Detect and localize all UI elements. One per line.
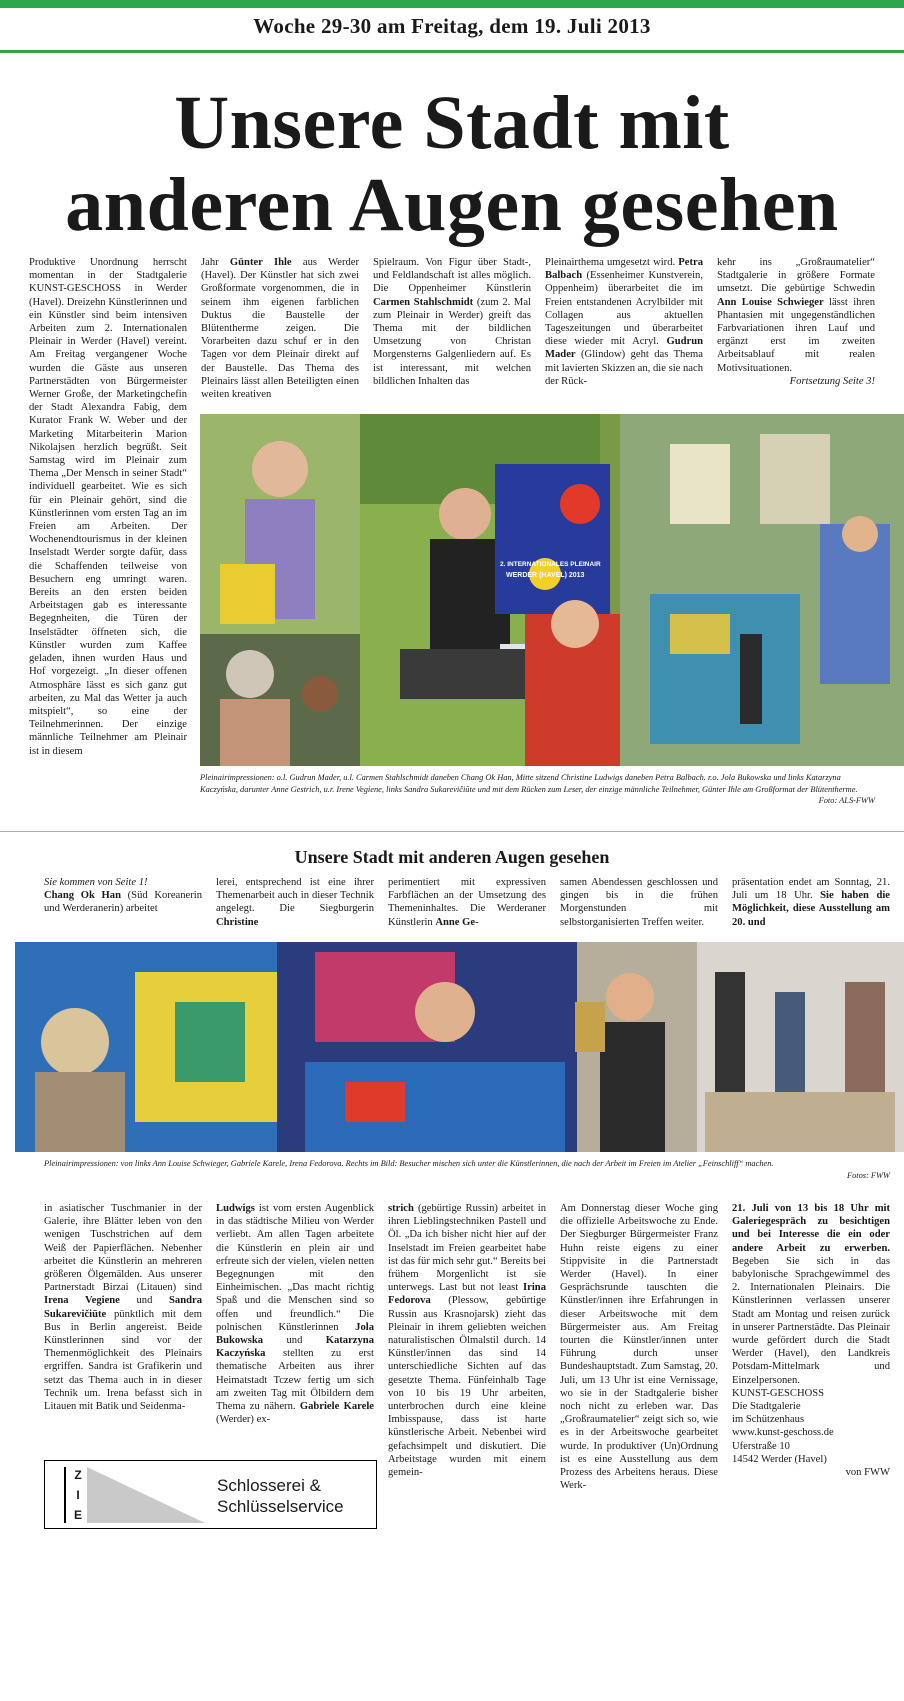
pleinair-poster [495,464,610,614]
article1-col3: Spielraum. Von Figur über Stadt-, und Feldlandschaft ist alles möglich. Die Oppenheimer Künstlerin Carmen Stahlschmidt (zum 2. Mal zum Pleinair in Werder) greift das Thema mit der bildlichen Umsetzung von Christan Morgensterns Galgenliedern auf. Es ist interessant, mit welchen bildlichen Inhalten das [373,257,531,387]
website-link[interactable]: www.kunst-geschoss.de [732,1427,834,1439]
article2-col4-top: samen Abendessen geschlossen und gingen bis in die frühen Morgenstunden mit selbstorganisierten Treffen weiter. [560,877,718,928]
header-rule [0,50,904,53]
article2-col5: 21. Juli von 13 bis 18 Uhr mit Galeriegespräch zu besichtigen und bei Interesse die ein oder andere Arbeit zu erwerben. Begeben Sie sich in das babylonische Sprachgewimmel des 2. Internationalen Pleinairs. Die Künstlerinnen verlassen unserer Stadt am Montag und reisen zurück in unserer Partnerstädte. Das Pleinair wurde gefördert durch die Stadt Werder (Havel), den Landkreis Potsdam-Mittelmark und Einzelpersonen. KUNST-GESCHOSS Die Stadtgalerie im Schützenhaus www.kunst-geschoss.de Uferstraße 10 14542 Werder (Havel) von FWW [732,1203,890,1479]
poster-text-1: 2. INTERNATIONALES PLEINAIR [500,561,601,568]
article2-col1-top: Sie kommen von Seite 1! Chang Ok Han (Süd Koreanerin und Werderanerin) arbeitet [44,877,202,915]
from-page-note: Sie kommen von Seite 1! [44,877,148,888]
page-headline: Unsere Stadt mit anderen Augen gesehen [65,81,839,247]
article1-col2: Jahr Günter Ihle aus Werder (Havel). Der Künstler hat sich zwei Großformate vorgenommen, die in seinem ihm eigenen farblichen Duktus die Baustelle der Blütentherme zeigen. Die Vorarbeiten dazu schuf er in den Tagen vor dem Pleinair direkt auf der Baustelle. Das Thema des Pleinairs lässt allen Beteiligten einen weiten kreativen [201,257,359,401]
article2-col3: strich (gebürtige Russin) arbeitet in ihren Lieblingstechniken Pastell und Öl. „Da ich bisher nicht hier auf der Inselstadt im Freien gearbeitet habe ist das für mich sehr gut.“ Bereits bei frühem Morgenlicht ist sie unterwegs. Last but not least Irina Fedorova (Plessow, gebürtige Russin aus Krasnojarsk) zieht das Pleinair in ihrem geliebten weichen naturalistischen Ölmalstil durch. 14 Künstler/innen das sind 14 unterschiedliche Sichten auf das gesetzte Thema. Fünfeinhalb Tage von 10 bis 19 Uhr arbeiten, unterbrochen durch eine kleine Imbisspause, dass ist harte künstlerische Arbeit. Nebenbei wird gefachsimpelt und diskutiert. Die Arbeitstage wurden mit einem gemein- [388,1203,546,1479]
collage-image [200,414,904,766]
issue-date: Woche 29-30 am Freitag, dem 19. Juli 2013 [253,14,651,38]
byline: von FWW [845,1467,890,1479]
poster-text-2: WERDER (HAVEL) 2013 [506,572,585,579]
photo-caption-top: Pleinairimpressionen: o.l. Gudrun Mader, u.l. Carmen Stahlschmidt daneben Chang Ok Han, Mitte sitzend Christine Ludwigs daneben Petra Balbach. r.o. Jola Bukowska und links Katarzyna Kaczyńska, darunter Anne Gestrich, u.r. Irene Vegiene, links Sandra Sukarevičiūte und mit dem Rücken zum Leser, der einzige männliche Teilnehmer, Günter Ihle am Großformat der Blütentherme. Foto: ALS-FWW [200,773,875,805]
ad-text: Schlosserei & Schlüsselservice [217,1476,344,1516]
article1-col1: Produktive Unordnung herrscht momentan in der Stadtgalerie KUNST-GESCHOSS in Werder (Havel). Dreizehn Künstlerinnen und ein Künstler sind beim intensiven Arbeiten zum 2. Internationalen Pleinair in Werder (Havel) vereint. Am Freitag vergangener Woche wurden die Gäste aus unseren Partnerstädten von Bürgermeister Werner Große, der Marketingchefin der Stadt Alexandra Fabig, dem Kurator Frank W. Weber und der Marketing Mitarbeiterin Marion Nikolajsen herzlich begrüßt. Seit Samstag wird im Pleinair zum Thema „Der Mensch in seiner Stadt“ individuell gearbeitet. Wie es sich für ein Pleinair gehört, sind die Künstlerinnen vom ersten Tag an im Freien am Arbeiten. Der Wochenendtourismus in der kleinen Inselstadt Werder sorgte dafür, dass die Schaffenden teilweise von Besuchern eng umringt waren. Bereits an den ersten beiden Arbeitstagen gab es interessante Begegnheiten, die Türen der Inselstädter öffneten sich, die Künstler wurden zum Kaffee geladen, ihnen wurden Haus und Hof vorgezeigt. „In dieser offenen Atmosphäre lässt es sich ganz gut arbeiten, zu Mal das Wetter ja auch mitspielt“, so eine der Teilnehmerinnen. Der einzige männliche Teilnehmer am Pleinair ist in diesem [29,257,187,757]
section-separator [0,831,904,832]
strip-image [15,942,904,1152]
continued-note: Fortsetzung Seite 3! [789,375,875,387]
photo-strip-bottom [15,942,904,1152]
top-green-bar [0,0,904,8]
article2-col1: in asiatischer Tuschmanier in der Galerie, ihre Blätter leben von den wenigen Tuschstrichen auf dem Weiß der Papierflächen. Nebenher arbeitet die Künstlerin an mehreren größeren Ölgemälden. Aus unserer Partnerstadt Birzai (Litauen) sind Irena Vegiene und Sandra Sukarevičiūte pünktlich mit dem Bus in Berlin angereist. Beide Künstlerinnen sind vor der Themenmöglichkeit des Pleinairs ergriffen. Sandra ist Grafikerin und setzt das Thema auch in in dieser Technik um. Irena befasst sich in Litauen mit Batik und Seidenma- [44,1203,202,1413]
ad-logo-icon [45,1461,215,1528]
article1-col4: Pleinairthema umgesetzt wird. Petra Balbach (Essenheimer Kunstverein, Oppenheim) überarbeitet die im Freien entstandenen Acrylbilder mit Collagen aus aktuellen Tageszeitungen und überarbeitet diese wieder mit Acryl. Gudrun Mader (Glindow) geht das Thema mit lavierten Skizzen an, die sie nach der Rück- [545,257,703,387]
article2-col5-top: präsentation endet am Sonntag, 21. Juli um 18 Uhr. Sie haben die Möglichkeit, diese Ausstellung am 20. und [732,877,890,928]
article2-col2-top: lerei, entsprechend ist eine ihrer Themenarbeit auch in dieser Technik angelegt. Die Siegburgerin Christine [216,877,374,928]
address-block: KUNST-GESCHOSS Die Stadtgalerie im Schützenhaus www.kunst-geschoss.de Uferstraße 10 14542 Werder (Havel) [732,1387,890,1466]
photo-credit-top: Foto: ALS-FWW [818,796,875,805]
advertisement[interactable] [44,1460,377,1529]
article2-col4: Am Donnerstag dieser Woche ging die offizielle Arbeitswoche zu Ende. Der Siegburger Bürgermeister Franz Huhn reiste eigens zu einer Stippvisite in die Partnerstadt Werder (Havel). In einer Gesprächsrunde tauschten die Künstler/innen ihre Erfahrungen in dieser Arbeitswoche mit dem Bürgermeister aus. Am Freitag tourten die Künstler/innen unter Führung durch unser Bundeshauptstadt. Zum Samstag, 20. Juli, um 13 Uhr ist eine Vernissage, wo sie in der Stadtgalerie bisher noch nicht zu erleben war. Das „Großraumatelier“ zeigt sich so, wie es in der Arbeitswoche gearbeitet wurde. In produktiver (Un)Ordnung ist es eine Ausstellung aus dem Prozess des Arbeitens heraus. Diese Werk- [560,1203,718,1492]
photo-collage-top [200,414,904,766]
article1-col5: kehr ins „Großraumatelier“ Stadtgalerie in größere Formate umsetzt. Die gebürtige Schwedin Ann Louise Schwieger lässt ihren Phantasien mit ungegenständlichen Farbvariationen ihren Lauf und ergänzt erst im zweiten Arbeitsablauf mit realen Motivsituationen. Fortsetzung Seite 3! [717,257,875,387]
ad-logo-letters: Z I E [73,1468,82,1522]
photo-caption-bottom: Pleinairimpressionen: von links Ann Louise Schwieger, Gabriele Karele, Irena Fedorova. Rechts im Bild: Besucher mischen sich unter die Künstlerinnen, die nach der Arbeit im Freien im Atelier „Feinschliff“ machen. Fotos: FWW [44,1159,890,1180]
section-subtitle: Unsere Stadt mit anderen Augen gesehen [294,847,610,867]
article2-col3-top: perimentiert mit expressiven Farbflächen an der Umsetzung des Themeninhaltes. Die Werderaner Künstlerin Anne Ge- [388,877,546,928]
article2-col2: Ludwigs ist vom ersten Augenblick in das städtische Milieu von Werder verliebt. Am allen Tagen arbeitete die Künstlerin en plein air und erfreute sich der vielen, vielen netten Begegnungen mit den Einheimischen. „Das macht richtig Spaß und die Menschen sind so offen und freundlich.“ Die polnischen Künstlerinnen Jola Bukowska und Katarzyna Kaczyńska stellten zu erst thematische Arbeiten aus ihrer Heimatstadt Tczew fertig um sich am zweiten Tag mit Ölbildern dem Thema zu nähern. Gabriele Karele (Werder) ex- [216,1203,374,1426]
photo-credit-bottom: Fotos: FWW [846,1170,890,1180]
